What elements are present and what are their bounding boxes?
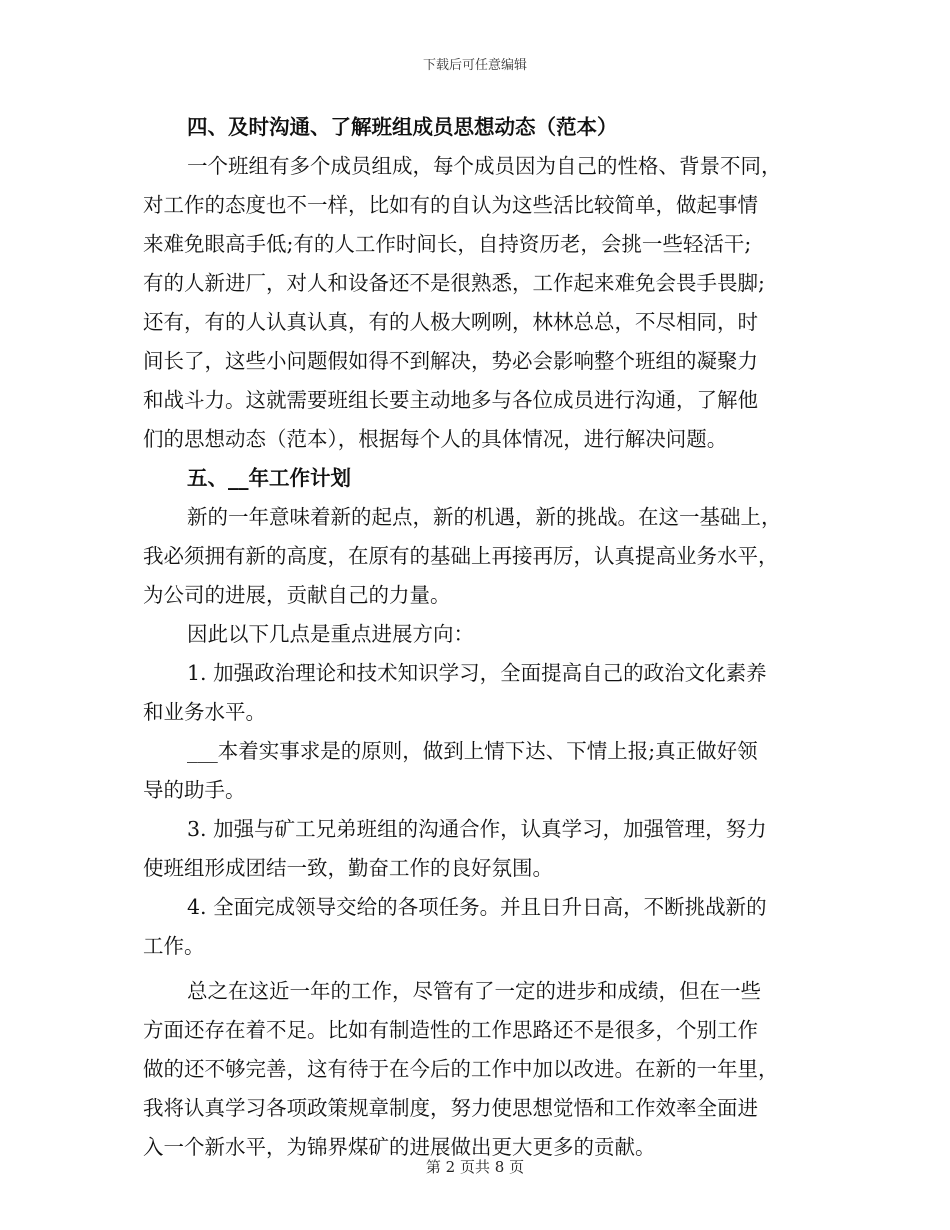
paragraph-line: 我必须拥有新的高度，在原有的基础上再接再厉，认真提高业务水平， bbox=[143, 544, 779, 568]
paragraph-line: 对工作的态度也不一样，比如有的自认为这些活比较简单，做起事情 bbox=[143, 193, 758, 217]
paragraph-line: 新的一年意味着新的起点，新的机遇，新的挑战。在这一基础上， bbox=[187, 505, 782, 529]
paragraph-line: 总之在这近一年的工作，尽管有了一定的进步和成绩，但在一些 bbox=[187, 979, 761, 1003]
list-item-4-cont: 工作。 bbox=[143, 934, 205, 958]
list-item-2-cont: 导的助手。 bbox=[143, 778, 246, 802]
paragraph-line: 一个班组有多个成员组成，每个成员因为自己的性格、背景不同， bbox=[187, 154, 782, 178]
paragraph-line: 入一个新水平，为锦界煤矿的进展做出更大更多的贡献。 bbox=[143, 1135, 656, 1159]
section-4-heading: 四、及时沟通、了解班组成员思想动态（范本） bbox=[187, 115, 618, 139]
paragraph-line: 有的人新进厂，对人和设备还不是很熟悉，工作起来难免会畏手畏脚; bbox=[143, 271, 765, 295]
list-item-3-cont: 使班组形成团结一致，勤奋工作的良好氛围。 bbox=[143, 856, 553, 880]
paragraph-line: 我将认真学习各项政策规章制度，努力使思想觉悟和工作效率全面进 bbox=[143, 1096, 758, 1120]
paragraph-line: 方面还存在着不足。比如有制造性的工作思路还不是很多，个别工作 bbox=[143, 1018, 758, 1042]
paragraph-line: 来难免眼高手低;有的人工作时间长，自持资历老，会挑一些轻活干; bbox=[143, 232, 752, 256]
paragraph-line: 为公司的进展，贡献自己的力量。 bbox=[143, 583, 451, 607]
paragraph-line: 们的思想动态（范本），根据每个人的具体情况，进行解决问题。 bbox=[143, 427, 728, 451]
document-body bbox=[143, 108, 807, 1167]
list-item-1-cont: 和业务水平。 bbox=[143, 700, 266, 724]
paragraph-line: 还有，有的人认真认真，有的人极大咧咧，林林总总，不尽相同，时 bbox=[143, 310, 758, 334]
paragraph-line: 和战斗力。这就需要班组长要主动地多与各位成员进行沟通，了解他 bbox=[143, 388, 758, 412]
paragraph-line: 间长了，这些小问题假如得不到解决，势必会影响整个班组的凝聚力 bbox=[143, 349, 758, 373]
page-header: 下载后可任意编辑 bbox=[422, 58, 527, 73]
paragraph-line: 做的还不够完善，这有待于在今后的工作中加以改进。在新的一年里， bbox=[143, 1057, 779, 1081]
list-item-2: ___本着实事求是的原则，做到上情下达、下情上报;真正做好领 bbox=[187, 739, 758, 763]
section-5-heading: 五、__年工作计划 bbox=[187, 466, 351, 490]
list-item-4: 4. 全面完成领导交给的各项任务。并且日升日高，不断挑战新的 bbox=[187, 895, 767, 919]
list-item-1: 1. 加强政治理论和技术知识学习，全面提高自己的政治文化素养 bbox=[187, 661, 767, 685]
list-item-3: 3. 加强与矿工兄弟班组的沟通合作，认真学习，加强管理，努力 bbox=[187, 817, 767, 841]
paragraph-line: 因此以下几点是重点进展方向： bbox=[187, 622, 474, 646]
page-number: 第 2 页共 8 页 bbox=[425, 1158, 525, 1176]
